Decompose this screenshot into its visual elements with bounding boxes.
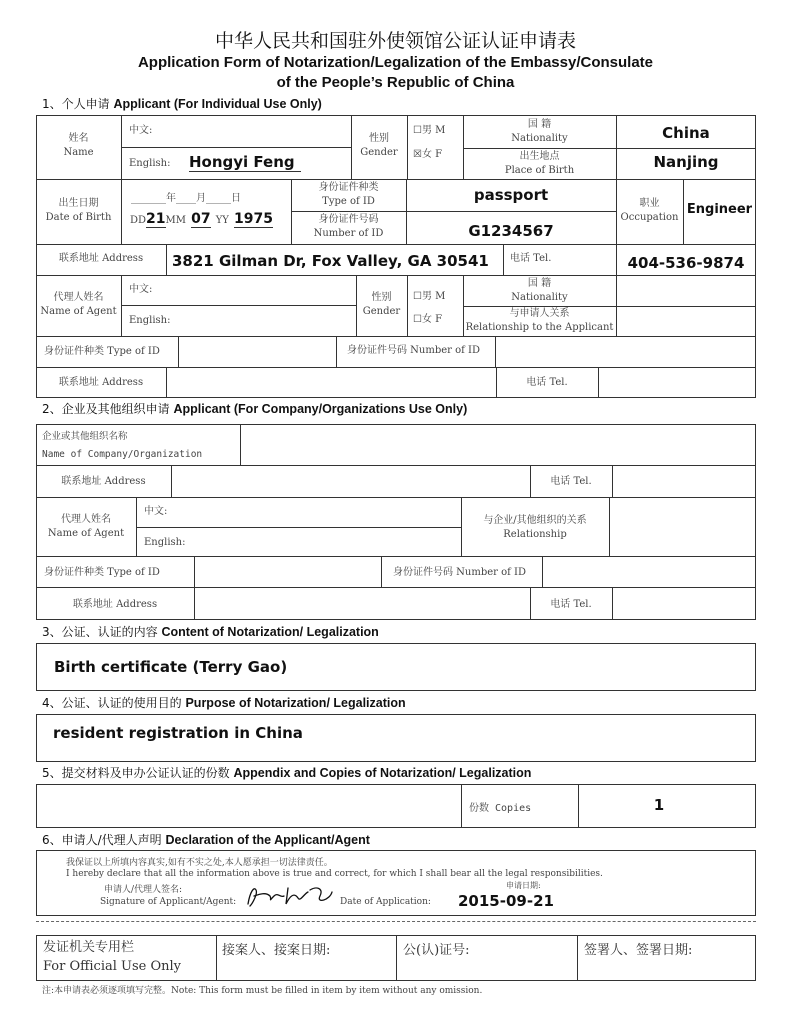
copies-value[interactable]: 1 [653,796,665,814]
agent-idtype-label: 身份证件种类 Type of ID [44,346,160,357]
title-english-line2: of the People’s Republic of China [276,74,515,91]
section3-heading-cn: 3、公证、认证的内容 [42,625,158,639]
section4-heading-cn: 4、公证、认证的使用目的 [42,696,182,710]
signature-scribble [244,882,336,910]
section3-heading-en: Content of Notarization/ Legalization [161,625,379,639]
org-relationship-en: Relationship [503,528,567,540]
occupation-label-cn: 职业 [639,198,660,209]
section4-heading [42,694,406,711]
notary-number-label: 公(认)证号: [403,943,470,958]
org-relationship-label [461,514,609,541]
address-value[interactable]: 3821 Gilman Dr, Fox Valley, GA 30541 [172,252,489,270]
cut-line [36,921,756,922]
dob-fields [130,208,273,228]
gender-label-cn: 性别 [369,133,389,144]
name-label [36,132,121,159]
section4-heading-en: Purpose of Notarization/ Legalization [185,696,406,710]
gender-label-en: Gender [360,146,398,158]
dob-label [36,197,121,224]
name-english-value[interactable]: Hongyi Feng [189,153,301,172]
section2-heading [42,400,467,417]
agent-label-cn: 代理人姓名 [53,292,104,303]
date-label-cn: 申请日期: [506,881,541,890]
dd-label: DD [130,215,147,226]
org-agent-tel-label: 电话 Tel. [550,599,592,610]
title-english-line1: Application Form of Notarization/Legalization of the Embassy/Consulate [137,54,654,71]
section5-heading-cn: 5、提交材料及申办公证认证的份数 [42,766,230,780]
agent-relationship-en: Relationship to the Applicant [465,321,614,333]
dob-label-cn: 出生日期 [58,198,99,209]
agent-english-label: English: [129,315,171,326]
title-chinese: 中华人民共和国驻外使领馆公证认证申请表 [214,30,576,52]
mm-label: MM [165,215,187,226]
gender-label [351,132,407,159]
section1-heading-cn: 1、个人申请 [42,97,110,111]
dob-blank-cn: _______年____月_____日 [131,193,241,204]
org-name-cn: 企业或其他组织名称 [42,431,128,442]
idnum-label [291,213,406,240]
org-idnum-label: 身份证件号码 Number of ID [393,567,526,578]
agent-gender-label-en: Gender [362,305,401,317]
birthplace-value[interactable]: Nanjing [653,153,719,171]
idtype-label-cn: 身份证件种类 [318,182,379,193]
declaration-cn: 我保证以上所填内容真实,如有不实之处,本人愿承担一切法律责任。 [66,858,333,868]
agent-label-en: Name of Agent [40,305,117,317]
date-value[interactable]: 2015-09-21 [458,892,554,910]
dob-label-en: Date of Birth [45,211,112,223]
agent-gender-label-cn: 性别 [371,292,392,303]
org-agent-cn: 代理人姓名 [61,514,111,525]
org-name-label [42,428,202,464]
section1-heading [42,95,322,112]
org-agent-chinese-label: 中文: [144,506,168,517]
section5-heading [42,764,531,781]
signer-label: 签署人、签署日期: [584,943,693,958]
agent-tel-label: 电话 Tel. [526,377,568,388]
official-use-cn: 发证机关专用栏 [43,940,135,955]
address-label: 联系地址 Address [58,253,144,264]
org-agent-english-label: English: [144,537,186,548]
signature-label-cn: 申请人/代理人签名: [104,885,183,895]
agent-address-label: 联系地址 Address [58,377,144,388]
official-use-label [43,939,181,977]
org-address-label: 联系地址 Address [61,476,146,487]
gender-male-checkbox[interactable]: ☐男 M [413,125,446,136]
idnum-label-en: Number of ID [313,227,384,239]
occupation-label [616,197,683,224]
org-agent-address-label: 联系地址 Address [72,599,158,610]
section5-heading-en: Appendix and Copies of Notarization/ Legalization [233,766,532,780]
nationality-label-en: Nationality [511,132,568,144]
idnum-value[interactable]: G1234567 [468,222,554,240]
yy-value[interactable]: 1975 [233,211,273,227]
name-label-cn: 姓名 [68,133,89,144]
org-agent-en: Name of Agent [47,527,125,539]
copies-label: 份数 Copies [469,803,532,814]
gender-female-checkbox[interactable]: ☒女 F [413,149,443,160]
tel-label: 电话 Tel. [510,253,552,264]
idnum-label-cn: 身份证件号码 [318,214,379,225]
agent-nationality-label [463,277,616,304]
org-idtype-label: 身份证件种类 Type of ID [44,567,160,578]
agent-label [36,291,121,318]
occupation-value[interactable]: Engineer [686,202,753,217]
declaration-en: I hereby declare that all the information above is true and correct, for which I shall bear all the legal responsibilities. [66,869,603,879]
yy-label: YY [215,215,229,226]
birthplace-label [463,150,616,177]
name-label-en: Name [63,146,94,158]
nationality-label [463,118,616,145]
footer-note: 注:本申请表必须逐项填写完整。Note: This form must be filled in item by item without any omission. [42,986,483,996]
agent-relationship-label [463,307,616,334]
date-label-en: Date of Application: [340,897,431,907]
nationality-value[interactable]: China [662,124,710,142]
org-relationship-cn: 与企业/其他组织的关系 [483,515,587,526]
birthplace-label-en: Place of Birth [504,164,575,176]
content-value[interactable]: Birth certificate (Terry Gao) [54,658,288,676]
birthplace-label-cn: 出生地点 [519,151,560,162]
agent-nationality-en: Nationality [511,291,568,303]
signature-label-en: Signature of Applicant/Agent: [100,897,237,907]
agent-relationship-cn: 与申请人关系 [509,308,570,319]
idtype-label-en: Type of ID [322,195,375,207]
purpose-value[interactable]: resident registration in China [53,724,303,742]
org-tel-label: 电话 Tel. [550,476,592,487]
agent-idnum-label: 身份证件号码 Number of ID [347,345,480,356]
tel-value[interactable]: 404-536-9874 [627,254,745,272]
mm-value[interactable]: 07 [191,211,211,227]
agent-nationality-cn: 国 籍 [527,278,552,289]
dd-value[interactable]: 21 [146,211,166,227]
section3-heading [42,623,379,640]
nationality-label-cn: 国 籍 [527,119,552,130]
section6-heading [42,831,370,848]
idtype-label [291,181,406,208]
agent-chinese-label: 中文: [129,284,153,295]
receiver-label: 接案人、接案日期: [222,943,331,958]
agent-male-checkbox[interactable]: ☐男 M [413,291,446,302]
org-name-en: Name of Company/Organization [42,449,203,461]
occupation-label-en: Occupation [620,211,679,223]
agent-female-checkbox[interactable]: ☐女 F [413,314,443,325]
section6-heading-cn: 6、申请人/代理人声明 [42,833,162,847]
name-chinese-label: 中文: [129,125,153,136]
section6-heading-en: Declaration of the Applicant/Agent [165,833,370,847]
section1-heading-en: Applicant (For Individual Use Only) [113,97,322,111]
name-english-label: English: [129,158,171,169]
section2-heading-cn: 2、企业及其他组织申请 [42,402,170,416]
org-agent-label [36,513,136,540]
signature[interactable] [244,882,336,910]
agent-gender-label [356,291,407,318]
official-use-en: For Official Use Only [43,958,181,974]
section2-heading-en: Applicant (For Company/Organizations Use Only) [173,402,468,416]
idtype-value[interactable]: passport [473,186,549,204]
